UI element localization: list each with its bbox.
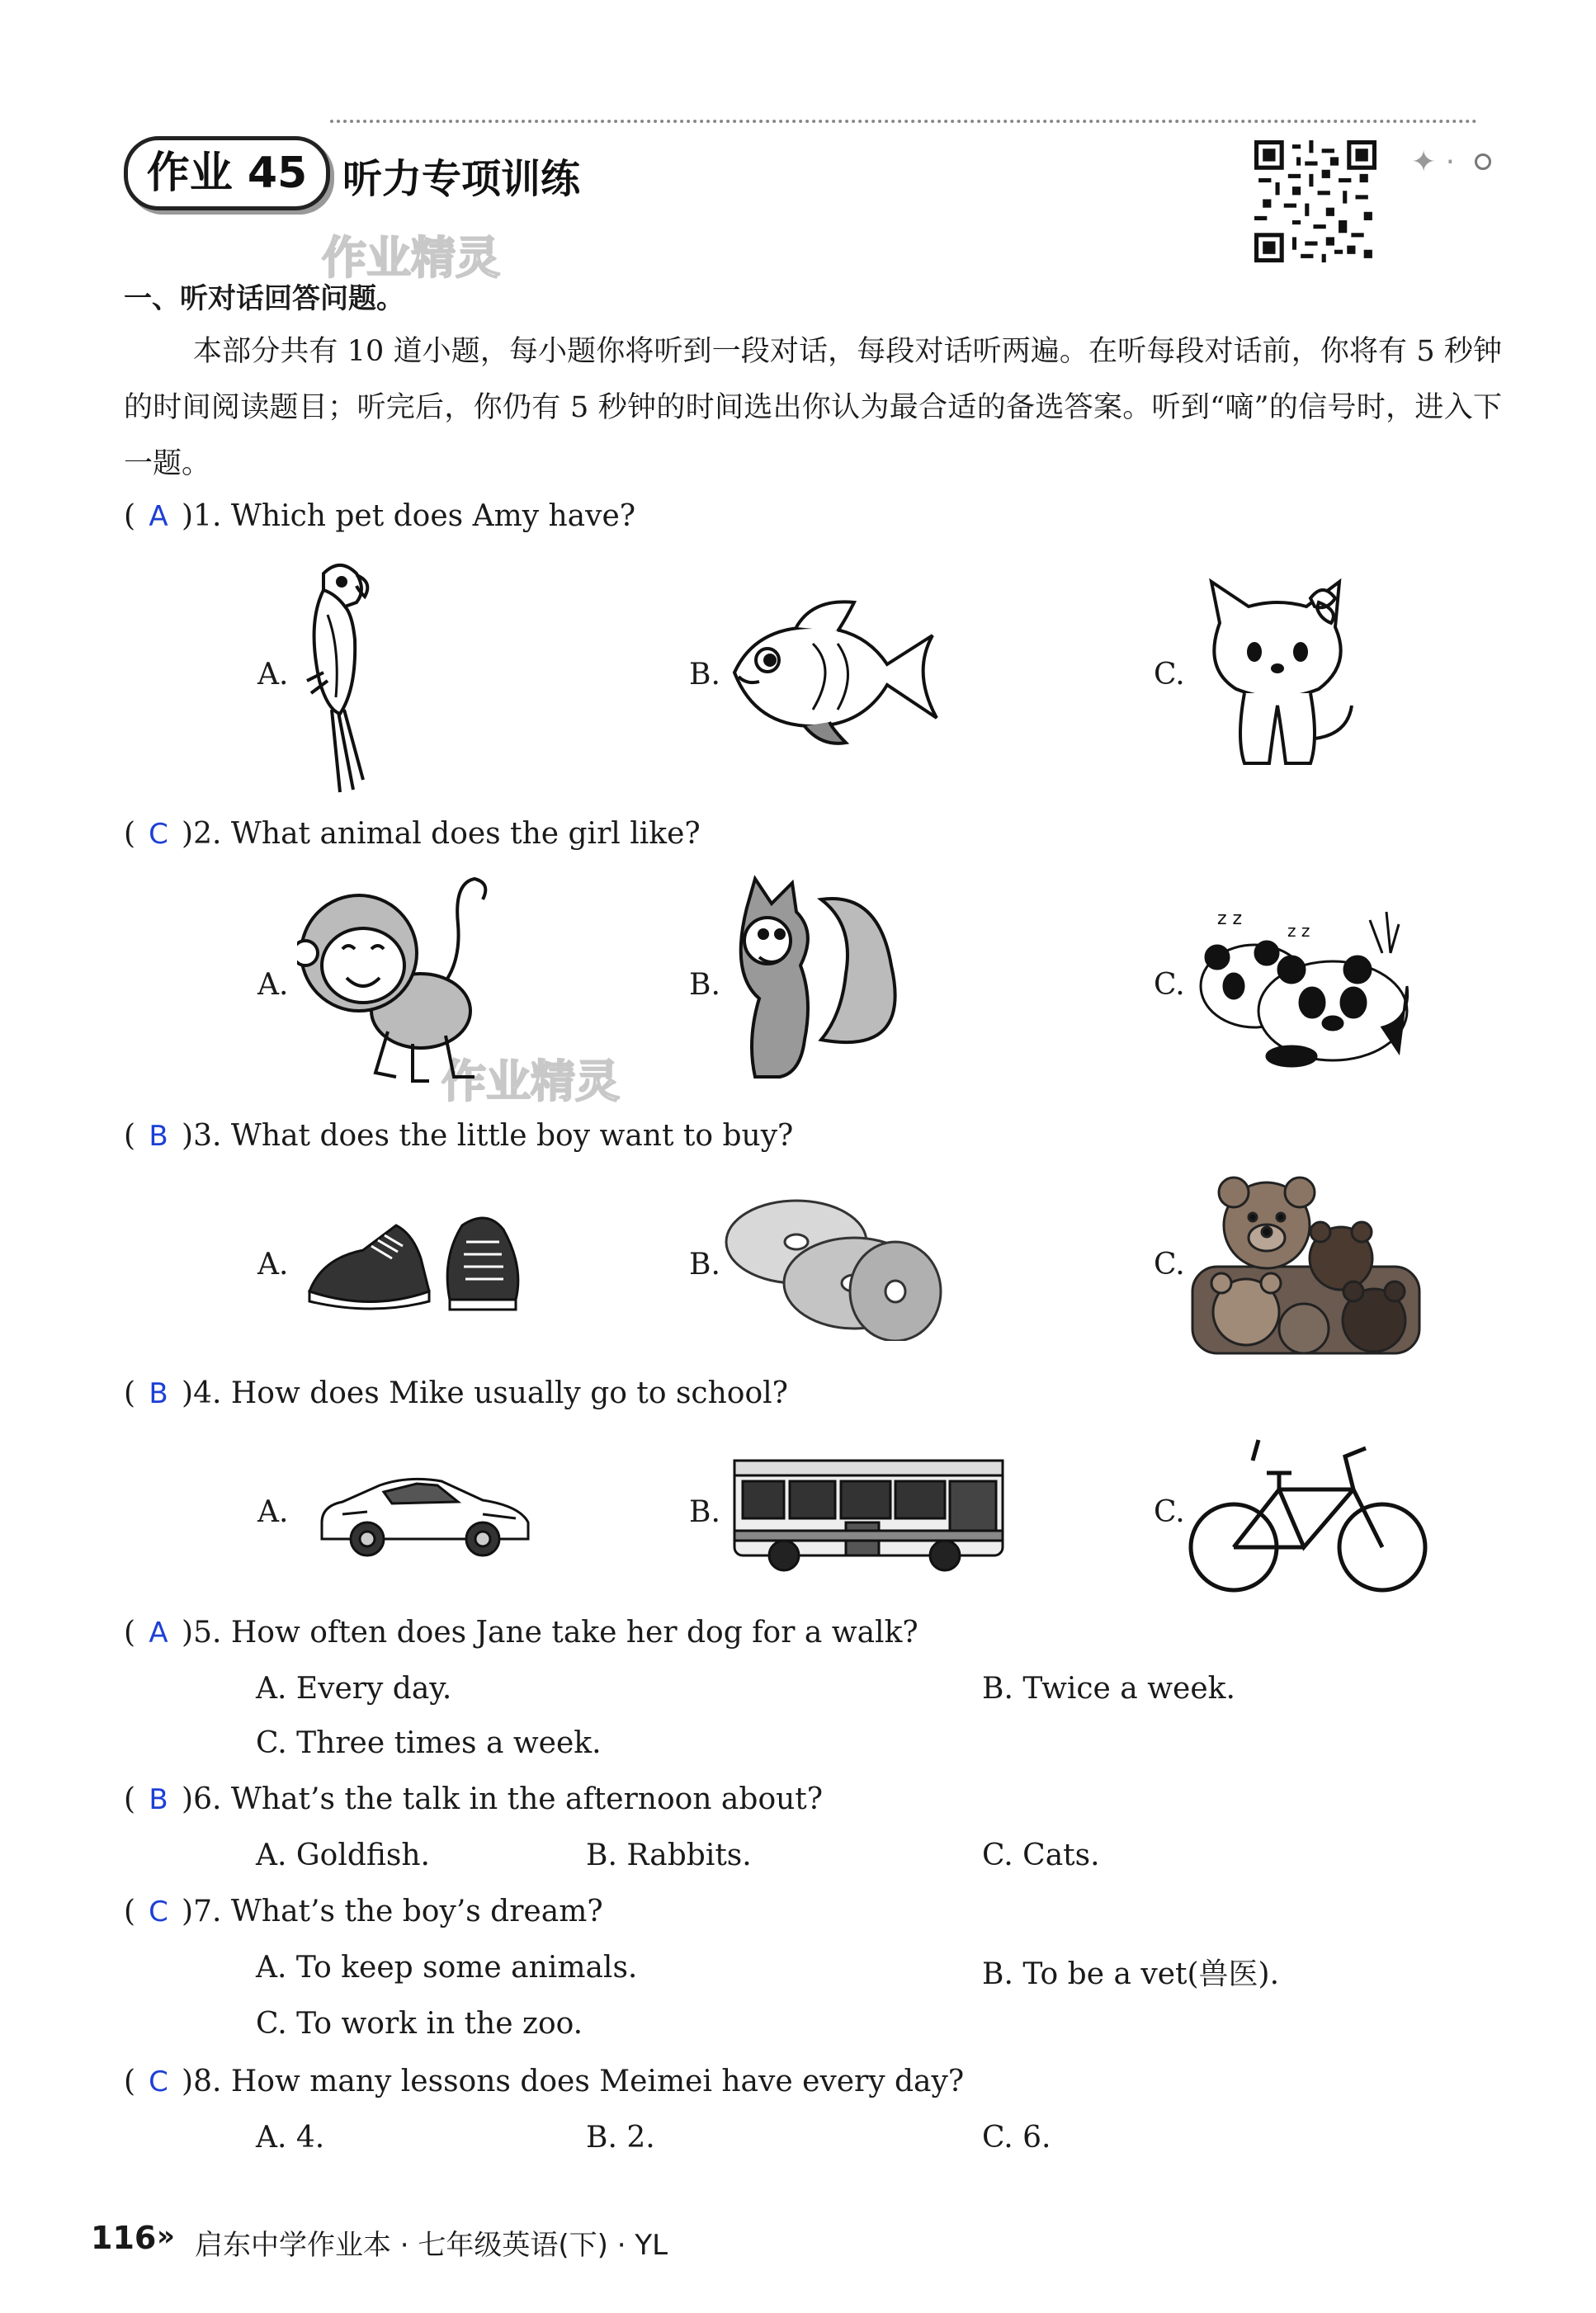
question-2-text: )2. What animal does the girl like? xyxy=(182,817,701,851)
option-1a-label: A. xyxy=(257,658,289,692)
option-5b: B. Twice a week. xyxy=(982,1672,1235,1706)
page-number: 116 xyxy=(91,2220,157,2256)
option-1c-label: C. xyxy=(1154,658,1185,692)
footer-book-title: 启东中学作业本 · 七年级英语(下) · YL xyxy=(195,2229,668,2262)
option-3b-label: B. xyxy=(689,1248,720,1282)
cds-icon xyxy=(722,1192,945,1341)
header-dotted-line xyxy=(330,120,1477,123)
question-1: ( A )1. Which pet does Amy have? xyxy=(124,499,636,533)
question-8-text: )8. How many lessons does Meimei have every day? xyxy=(182,2065,965,2098)
option-8b: B. 2. xyxy=(586,2121,655,2155)
question-4: ( B )4. How does Mike usually go to school? xyxy=(124,1376,788,1410)
goldfish-icon xyxy=(722,594,945,751)
option-7c: C. To work in the zoo. xyxy=(256,2007,583,2041)
watermark: 作业精灵 xyxy=(322,232,500,284)
sneakers-icon xyxy=(305,1209,528,1316)
answer-8: C xyxy=(149,2065,168,2098)
option-5c: C. Three times a week. xyxy=(256,1726,602,1760)
answer-3: B xyxy=(149,1120,168,1153)
question-6-text: )6. What’s the talk in the afternoon about? xyxy=(182,1782,824,1816)
monkey-icon xyxy=(297,875,495,1089)
homework-badge: 作业 45 xyxy=(124,136,330,210)
option-4c-label: C. xyxy=(1154,1495,1185,1529)
page-title: 听力专项训练 xyxy=(342,156,581,202)
parrot-icon xyxy=(290,557,381,796)
panda-icon xyxy=(1192,904,1415,1069)
option-7b: B. To be a vet(兽医). xyxy=(982,1957,1280,1991)
answer-4: B xyxy=(149,1377,168,1410)
option-4a-label: A. xyxy=(257,1495,289,1529)
section-intro: 本部分共有 10 道小题，每小题你将听到一段对话，每段对话听两遍。在听每段对话前，你将有 5 秒钟的时间阅读题目；听完后，你仍有 5 秒钟的时间选出你认为最合适的备选答案。听到“嘀”的信号时，进入下一题。 xyxy=(124,335,1502,480)
question-3: ( B )3. What does the little boy want to buy? xyxy=(124,1119,794,1153)
question-5-text: )5. How often does Jane take her dog for a walk? xyxy=(182,1616,918,1650)
question-3-text: )3. What does the little boy want to buy? xyxy=(182,1119,794,1153)
option-2a-label: A. xyxy=(257,968,289,1002)
question-4-text: )4. How does Mike usually go to school? xyxy=(182,1376,788,1410)
question-2: ( C )2. What animal does the girl like? xyxy=(124,817,701,851)
option-4b-label: B. xyxy=(689,1495,720,1529)
question-8: ( C )8. How many lessons does Meimei have every day? xyxy=(124,2065,965,2098)
squirrel-icon xyxy=(722,875,904,1089)
bicycle-icon xyxy=(1188,1436,1428,1597)
answer-6: B xyxy=(149,1783,168,1816)
header-dot-icon xyxy=(1475,153,1491,170)
answer-7: C xyxy=(149,1895,168,1928)
question-7: ( C )7. What’s the boy’s dream? xyxy=(124,1895,603,1928)
option-3c-label: C. xyxy=(1154,1248,1185,1282)
option-5a: A. Every day. xyxy=(256,1672,452,1706)
bus-icon xyxy=(730,1452,1007,1576)
option-2b-label: B. xyxy=(689,968,720,1002)
answer-1: A xyxy=(149,500,168,533)
question-6: ( B )6. What’s the talk in the afternoon about? xyxy=(124,1782,824,1816)
option-6a: A. Goldfish. xyxy=(256,1839,430,1872)
svg-text:z z: z z xyxy=(1217,909,1243,929)
option-3a-label: A. xyxy=(257,1248,289,1282)
answer-2: C xyxy=(149,818,168,851)
option-8a: A. 4. xyxy=(256,2121,325,2155)
question-1-text: )1. Which pet does Amy have? xyxy=(182,499,636,533)
option-1b-label: B. xyxy=(689,658,720,692)
question-5: ( A )5. How often does Jane take her dog for a walk? xyxy=(124,1616,918,1650)
option-6b: B. Rabbits. xyxy=(586,1839,752,1872)
watermark: 作业精灵 xyxy=(441,1055,620,1107)
answer-5: A xyxy=(149,1617,168,1650)
qr-code-icon xyxy=(1254,140,1376,262)
teddy-bears-icon xyxy=(1188,1176,1424,1357)
footer-arrow-icon: » xyxy=(157,2220,175,2253)
car-icon xyxy=(318,1469,532,1560)
option-2c-label: C. xyxy=(1154,968,1185,1002)
kitten-icon xyxy=(1195,574,1360,772)
section-title: 一、听对话回答问题。 xyxy=(124,282,404,315)
sparkle-icon: ✦ · xyxy=(1411,145,1456,179)
svg-text:z z: z z xyxy=(1287,921,1310,941)
option-8c: C. 6. xyxy=(982,2121,1051,2155)
option-6c: C. Cats. xyxy=(982,1839,1100,1872)
option-7a: A. To keep some animals. xyxy=(256,1951,638,1985)
question-7-text: )7. What’s the boy’s dream? xyxy=(182,1895,603,1928)
